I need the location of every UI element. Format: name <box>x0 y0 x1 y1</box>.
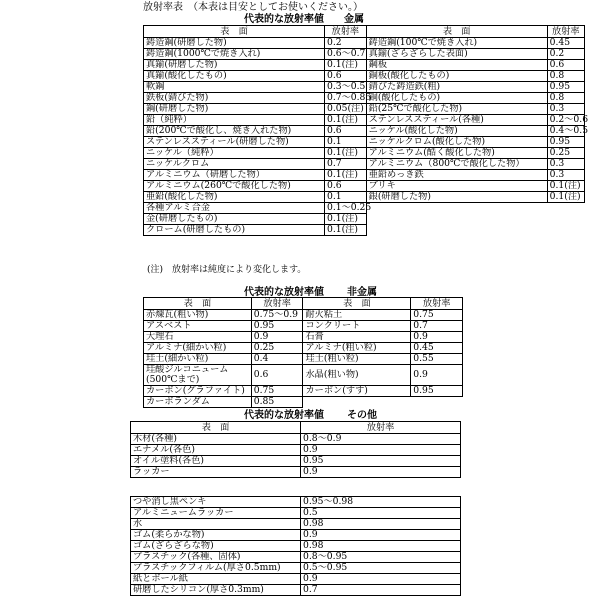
nonmetals-heading-sub: 非金属 <box>346 287 377 298</box>
emissivity-cell: 0.1 <box>324 137 366 148</box>
surface-cell: アスベスト <box>144 321 252 332</box>
surface-cell: 水晶(粗い物) <box>303 365 411 386</box>
emissivity-cell: 0.6〜0.7 <box>324 49 366 60</box>
emissivity-cell: 0.4 <box>251 354 303 365</box>
emissivity-cell: 0.9 <box>301 530 461 541</box>
emissivity-cell: 0.1(注) <box>324 115 366 126</box>
table-row <box>131 519 461 530</box>
surface-cell: ニッケル（純粋） <box>144 148 325 159</box>
emissivity-cell: 0.05(注) <box>324 104 366 115</box>
nonmetals-col-surface: 表 面 <box>144 298 252 310</box>
emissivity-cell: 0.95 <box>547 137 584 148</box>
table-row <box>144 354 463 365</box>
table-row <box>144 170 585 181</box>
surface-cell: 銅(酸化したもの) <box>366 93 547 104</box>
surface-cell: カーボランダム <box>144 397 252 408</box>
surface-cell: アルミニウム（800℃で酸化した物） <box>366 159 547 170</box>
emissivity-cell: 0.2 <box>324 38 366 49</box>
table-row <box>144 60 585 71</box>
surface-cell: アルミナ(細かい粒) <box>144 343 252 354</box>
metals-table <box>143 25 589 236</box>
surface-cell: コンクリート <box>303 321 411 332</box>
emissivity-cell: 0.95 <box>547 82 584 93</box>
nonmetals-heading-main: 代表的な放射率値 <box>244 287 324 298</box>
table-row <box>144 343 463 354</box>
surface-cell: カーボン(グラファイト) <box>144 386 252 397</box>
emissivity-cell: 0.7〜0.85 <box>324 93 366 104</box>
table-row <box>144 332 463 343</box>
surface-cell: 大理石 <box>144 332 252 343</box>
emissivity-cell: 0.7 <box>301 585 461 596</box>
surface-cell: アルミニウム(酷く酸化した物) <box>366 148 547 159</box>
table-row <box>144 397 463 408</box>
emissivity-cell: 0.1(注) <box>324 170 366 181</box>
emissivity-cell: 0.9 <box>301 574 461 585</box>
surface-cell: 鋳造鋼(研磨した物) <box>144 38 325 49</box>
surface-cell: ゴム(柔らかな物) <box>131 530 301 541</box>
table-row <box>144 126 585 137</box>
table-row <box>144 115 585 126</box>
surface-cell: 鋳造鋼(1000℃で焼き入れ) <box>144 49 325 60</box>
table-row <box>144 321 463 332</box>
emissivity-cell: 0.6 <box>324 126 366 137</box>
surface-cell: クローム(研磨したもの) <box>144 225 325 236</box>
others-heading-sub: その他 <box>346 410 377 421</box>
surface-cell: 鉛(25℃で酸化した物) <box>366 104 547 115</box>
surface-cell: 金(研磨したもの) <box>144 214 325 225</box>
page-title: 放射率表 （本表は目安としてお使いください。） <box>143 2 363 13</box>
emissivity-cell: 0.95〜0.98 <box>301 497 461 508</box>
surface-cell: 各種アルミ合金 <box>144 203 325 214</box>
surface-cell: ニッケル(酸化した物) <box>366 126 547 137</box>
surface-cell: カーボン(すす) <box>303 386 411 397</box>
nonmetals-table <box>143 297 463 408</box>
surface-cell: ニッケルクロム(酸化した物) <box>366 137 547 148</box>
table-row <box>144 225 585 236</box>
table-row <box>131 508 461 519</box>
emissivity-cell: 0.75 <box>251 386 303 397</box>
surface-cell: 鉛(200℃で酸化し、焼き入れた物) <box>144 126 325 137</box>
emissivity-cell: 0.9 <box>411 365 463 386</box>
emissivity-cell: 0.7 <box>324 159 366 170</box>
surface-cell: 軟鋼 <box>144 82 325 93</box>
table-row <box>144 137 585 148</box>
table-row <box>131 552 461 563</box>
surface-cell: ブリキ <box>366 181 547 192</box>
emissivity-cell: 0.98 <box>301 519 461 530</box>
emissivity-cell: 0.5〜0.95 <box>301 563 461 574</box>
emissivity-cell: 0.75 <box>411 310 463 321</box>
emissivity-cell: 0.9 <box>251 332 303 343</box>
surface-cell: 鋼(研磨した物) <box>144 104 325 115</box>
emissivity-cell: 0.2 <box>547 49 584 60</box>
surface-cell: 鉛（純粋） <box>144 115 325 126</box>
surface-cell: ニッケルクロム <box>144 159 325 170</box>
surface-cell: エナメル(各色) <box>131 445 301 456</box>
table-row <box>144 148 585 159</box>
surface-cell: 耐火粘土 <box>303 310 411 321</box>
table-row <box>131 456 461 467</box>
emissivity-cell: 0.98 <box>301 541 461 552</box>
surface-cell: 鉄板(錆びた物) <box>144 93 325 104</box>
surface-cell: ステンレススティール(研磨した物) <box>144 137 325 148</box>
emissivity-cell: 0.25 <box>251 343 303 354</box>
surface-cell: 亜鉛めっき鉄 <box>366 170 547 181</box>
surface-cell: 珪土(粗い粒) <box>303 354 411 365</box>
surface-cell: 研磨したシリコン(厚さ0.3mm) <box>131 585 301 596</box>
table-row <box>144 104 585 115</box>
emissivity-cell: 0.8 <box>547 93 584 104</box>
emissivity-cell: 0.1(注) <box>324 225 366 236</box>
surface-cell: 木材(各種) <box>131 434 301 445</box>
table-row <box>131 434 461 445</box>
emissivity-cell: 0.6 <box>324 181 366 192</box>
emissivity-cell: 0.5 <box>301 508 461 519</box>
emissivity-cell: 0.6 <box>251 365 303 386</box>
metals-col-emissivity: 放射率 <box>324 26 366 38</box>
emissivity-cell: 0.8 <box>547 71 584 82</box>
emissivity-cell: 0.95 <box>411 386 463 397</box>
table-row <box>144 49 585 60</box>
surface-cell: ゴム(ざらざらな物) <box>131 541 301 552</box>
emissivity-cell: 0.3 <box>547 170 584 181</box>
table-row <box>131 467 461 478</box>
surface-cell: 水 <box>131 519 301 530</box>
table-row <box>144 181 585 192</box>
emissivity-cell: 0.55 <box>411 354 463 365</box>
emissivity-cell: 0.1 <box>324 192 366 203</box>
emissivity-cell: 0.1(注) <box>324 148 366 159</box>
surface-cell: 銅板(酸化したもの) <box>366 71 547 82</box>
others-table-2 <box>130 496 461 596</box>
table-row <box>144 192 585 203</box>
metals-col-surface-right: 表 面 <box>366 26 547 38</box>
nonmetals-col-emissivity-right: 放射率 <box>411 298 463 310</box>
surface-cell: プラスチックフィルム(厚さ0.5mm) <box>131 563 301 574</box>
others-table-1 <box>130 421 461 478</box>
metals-heading: 代表的な放射率値 金属 <box>244 14 364 25</box>
table-row <box>144 71 585 82</box>
emissivity-cell: 0.25 <box>547 148 584 159</box>
surface-cell: 紙とボール紙 <box>131 574 301 585</box>
metals-note: (注) 放射率は純度により変化します。 <box>147 265 307 275</box>
emissivity-cell: 0.1(注) <box>547 192 584 203</box>
table-row <box>144 82 585 93</box>
emissivity-cell: 0.3 <box>547 159 584 170</box>
emissivity-cell: 0.8〜0.9 <box>301 434 461 445</box>
table-row <box>131 585 461 596</box>
nonmetals-col-emissivity: 放射率 <box>251 298 303 310</box>
nonmetals-col-surface-right: 表 面 <box>303 298 411 310</box>
surface-cell: オイル塗料(各色) <box>131 456 301 467</box>
emissivity-cell: 0.45 <box>547 38 584 49</box>
surface-cell: アルミニウム（研磨した物） <box>144 170 325 181</box>
surface-cell: 錆びた鋳造鉄(粗) <box>366 82 547 93</box>
surface-cell: 亜鉛(酸化した物) <box>144 192 325 203</box>
surface-cell: プラスチック(各種、固体) <box>131 552 301 563</box>
surface-cell: 真鍮(研磨した物) <box>144 60 325 71</box>
surface-cell: 石膏 <box>303 332 411 343</box>
surface-cell: ラッカー <box>131 467 301 478</box>
emissivity-cell: 0.95 <box>251 321 303 332</box>
emissivity-cell: 0.4〜0.5 <box>547 126 584 137</box>
table-row <box>144 386 463 397</box>
table-row <box>131 563 461 574</box>
surface-cell: 真鍮(酸化したもの) <box>144 71 325 82</box>
surface-cell: 赤煉瓦(粗い物) <box>144 310 252 321</box>
surface-cell: 銀(研磨した物) <box>366 192 547 203</box>
emissivity-cell: 0.1(注) <box>547 181 584 192</box>
emissivity-cell: 0.1(注) <box>324 214 366 225</box>
emissivity-cell: 0.9 <box>301 467 461 478</box>
surface-cell: 鋳造鋼(100℃で焼き入れ) <box>366 38 547 49</box>
surface-cell: 真鍮(ざらざらした表面) <box>366 49 547 60</box>
emissivity-cell: 0.45 <box>411 343 463 354</box>
surface-cell: ステンレススティール(各種) <box>366 115 547 126</box>
table-row <box>144 203 585 214</box>
emissivity-cell: 0.95 <box>301 456 461 467</box>
table-row <box>131 497 461 508</box>
others-col-emissivity: 放射率 <box>301 422 461 434</box>
emissivity-cell: 0.1〜0.25 <box>324 203 366 214</box>
emissivity-cell: 0.8〜0.95 <box>301 552 461 563</box>
surface-cell: 珪酸ジルコニューム(500℃まで) <box>144 365 252 386</box>
emissivity-cell: 0.1(注) <box>324 60 366 71</box>
table-row <box>144 310 463 321</box>
table-row <box>131 530 461 541</box>
table-row <box>144 159 585 170</box>
table-row <box>144 93 585 104</box>
metals-col-surface: 表 面 <box>144 26 325 38</box>
table-row <box>131 541 461 552</box>
emissivity-cell: 0.9 <box>411 332 463 343</box>
surface-cell: 鋼板 <box>366 60 547 71</box>
others-col-surface: 表 面 <box>131 422 301 434</box>
table-row <box>131 574 461 585</box>
table-row <box>144 214 585 225</box>
others-heading-main: 代表的な放射率値 <box>244 410 324 421</box>
emissivity-cell: 0.3〜0.5 <box>324 82 366 93</box>
surface-cell: アルミナ(粗い粒) <box>303 343 411 354</box>
surface-cell: アルミニュームラッカー <box>131 508 301 519</box>
emissivity-cell: 0.2〜0.6 <box>547 115 584 126</box>
surface-cell: 珪土(細かい粒) <box>144 354 252 365</box>
metals-col-emissivity-right: 放射率 <box>547 26 584 38</box>
emissivity-cell: 0.6 <box>324 71 366 82</box>
surface-cell: アルミニウム(260℃で酸化した物) <box>144 181 325 192</box>
emissivity-cell: 0.3 <box>547 104 584 115</box>
emissivity-cell: 0.6 <box>547 60 584 71</box>
table-row <box>144 38 585 49</box>
emissivity-cell: 0.7 <box>411 321 463 332</box>
table-row <box>144 365 463 386</box>
surface-cell: つや消し黒ペンキ <box>131 497 301 508</box>
emissivity-cell: 0.85 <box>251 397 303 408</box>
emissivity-cell: 0.75〜0.9 <box>251 310 303 321</box>
table-row <box>131 445 461 456</box>
emissivity-cell: 0.9 <box>301 445 461 456</box>
